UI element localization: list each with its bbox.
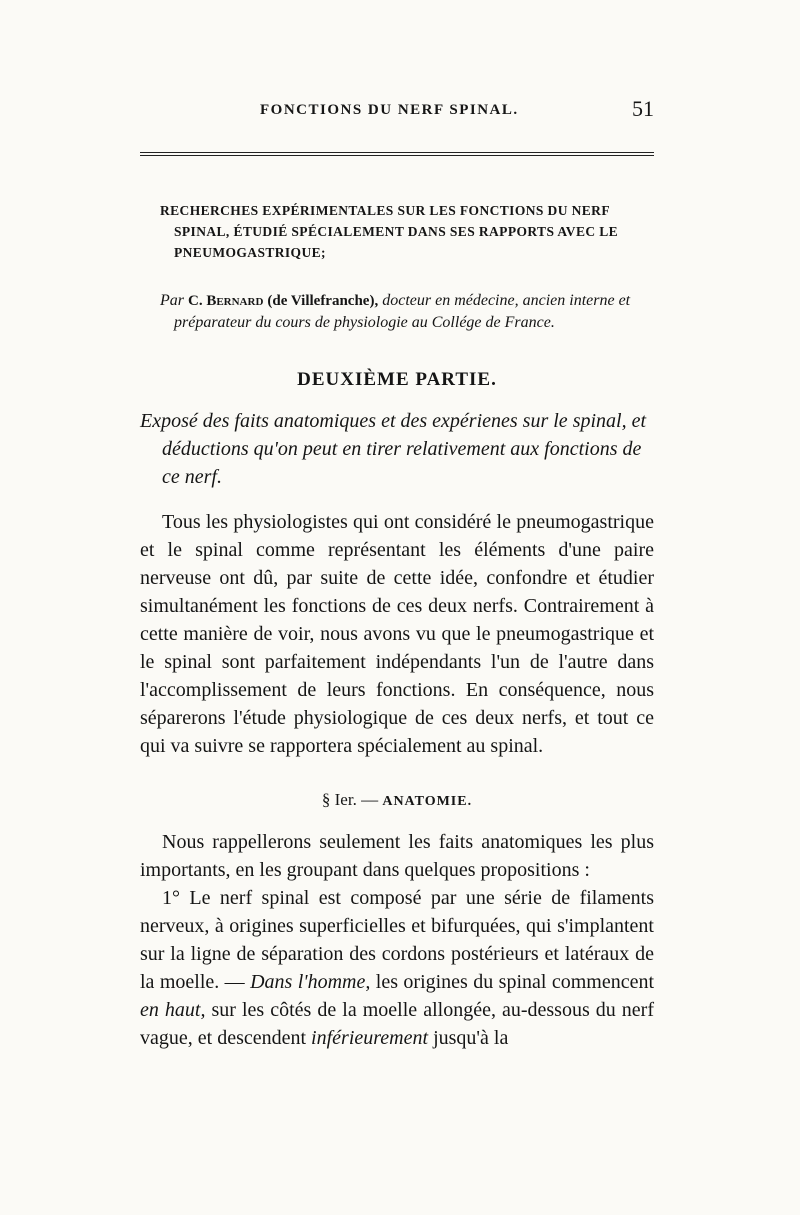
section-title: ANATOMIE. (382, 794, 473, 809)
byline (160, 290, 654, 334)
subtitle-first-line: Exposé des faits anatomiques et des expérienes sur le (140, 410, 568, 432)
running-head: FONCTIONS DU NERF SPINAL. (260, 102, 519, 118)
header-double-rule (140, 152, 654, 158)
paragraph-3-italic-2: en haut, (140, 999, 206, 1021)
paragraph-3 (140, 884, 654, 1052)
byline-role: docteur en médecine, ancien interne et préparateur du cours de physiologie au Collége de France. (174, 292, 631, 331)
byline-origin: (de Villefranche), (267, 293, 379, 309)
subtitle-rest: spinal, et déductions qu'on peut en tirer relativement aux fonctions de ce nerf. (162, 410, 647, 488)
article-title: RECHERCHES EXPÉRIMENTALES SUR LES FONCTIONS DU NERF SPINAL, ÉTUDIÉ SPÉCIALEMENT DANS SES RAPPORTS AVEC LE PNEUMOGASTRIQUE; (160, 203, 619, 260)
paragraph-3-part-4: jusqu'à la (433, 1027, 509, 1049)
paragraph-2: Nous rappellerons seulement les faits anatomiques les plus importants, en les groupant dans quelques propositions : (140, 831, 654, 881)
byline-par: Par (160, 292, 184, 309)
page-header (140, 96, 654, 130)
section-symbol: § Ier. (321, 790, 357, 809)
paragraph-3-italic-1: Dans l'homme, (250, 971, 371, 993)
paragraph-3-part-2: les origines du spinal commencent (375, 971, 655, 993)
section-dash: — (361, 790, 379, 809)
section-heading (140, 790, 654, 810)
paragraph-3-part-1: 1° Le nerf spinal est composé par une série de filaments nerveux, à origines superficielles et bifurquées, qui s'implantent sur la ligne de séparation des cordons postérieurs et latéraux de la moelle. — (140, 887, 654, 993)
paragraph-3-italic-3: inférieurement (311, 1027, 429, 1049)
subtitle (140, 407, 654, 491)
byline-author: C. Bernard (188, 293, 264, 309)
paragraph-1: Tous les physiologistes qui ont considéré le pneumogastrique et le spinal comme représentant les éléments d'une paire nerveuse ont dû, par suite de cette idée, confondre et étudier simultanément les fonctions de ces deux nerfs. Contrairement à cette manière de voir, nous avons vu que le pneumogastrique et le spinal sont parfaitement indépendants l'un de l'autre dans l'accomplissement de leurs fonctions. En conséquence, nous séparerons l'étude physiologique de ces deux nerfs, et tout ce qui va suivre se rapportera spécialement au spinal. (140, 511, 654, 757)
page-number: 51 (632, 96, 654, 121)
paragraph-3-part-3: sur les côtés de la moelle allongée, au-dessous du nerf vague, et descendent (140, 999, 655, 1049)
part-heading: DEUXIÈME PARTIE. (297, 369, 497, 390)
